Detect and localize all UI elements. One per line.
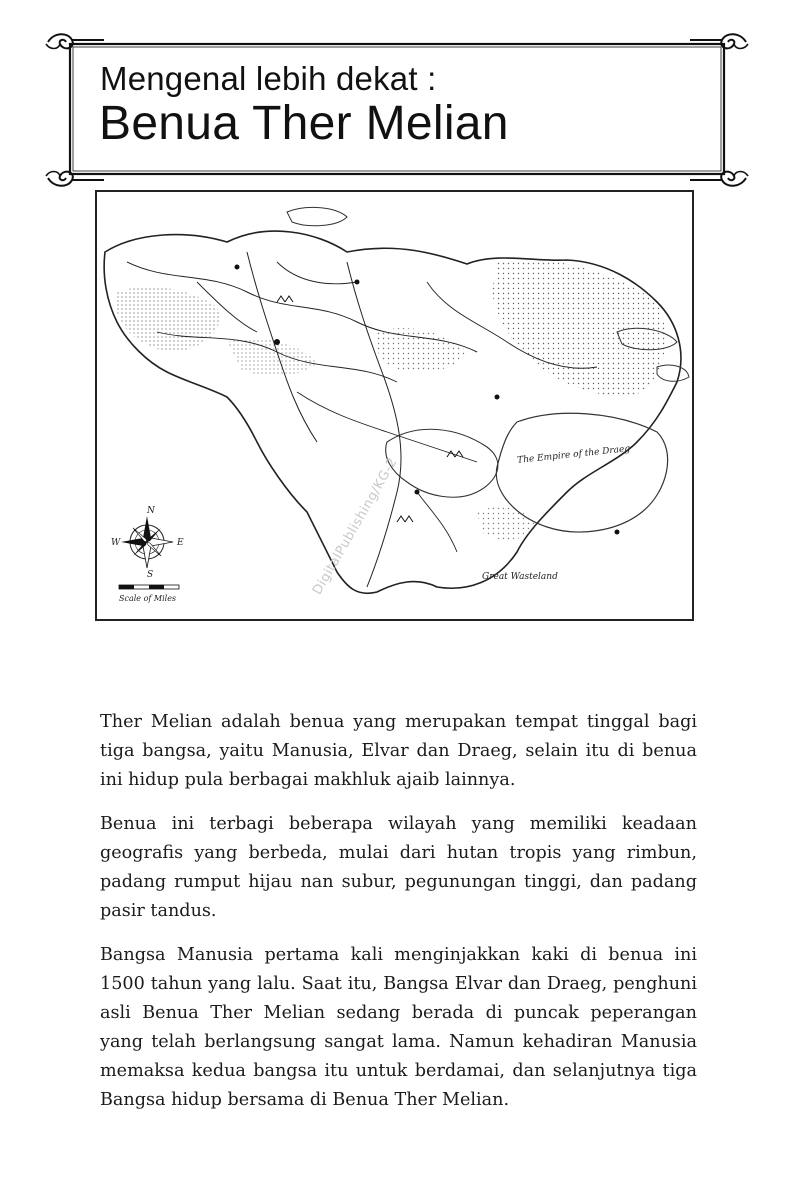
page-title: Benua Ther Melian bbox=[99, 97, 509, 150]
south-region-label: Great Wasteland bbox=[482, 572, 558, 582]
east-region-label: The Empire of the Draeg bbox=[516, 444, 631, 466]
paragraph: Benua ini terbagi beberapa wilayah yang memiliki keadaan geografis yang berbeda, mulai dari hutan tropis yang rimbun, padang rumput hijau nan subur, pegunungan tinggi, dan padang pasir tandus. bbox=[100, 814, 697, 921]
article-body bbox=[100, 708, 697, 1130]
paragraph: Bangsa Manusia pertama kali menginjakkan kaki di benua ini 1500 tahun yang lalu. Saat itu, Bangsa Elvar dan Draeg, penghuni asli Benua Ther Melian sedang berada di puncak peperangan yang telah berlangsung sangat lama. Namun kehadiran Manusia memaksa kedua bangsa itu untuk berdamai, dan selanjutnya tiga Bangsa hidup bersama di Benua Ther Melian. bbox=[100, 945, 697, 1110]
compass-east-label: E bbox=[177, 538, 184, 548]
compass-west-label: W bbox=[111, 538, 121, 548]
continent-map bbox=[95, 190, 694, 621]
watermark: DigitalPublishing/KG-2 bbox=[310, 455, 401, 598]
compass-south-label: S bbox=[147, 570, 154, 580]
compass-rose-icon bbox=[121, 516, 173, 568]
scale-bar-icon bbox=[119, 585, 179, 589]
scale-label: Scale of Miles bbox=[119, 594, 177, 603]
page-subtitle: Mengenal lebih dekat : bbox=[100, 60, 437, 97]
map-illustration bbox=[97, 192, 694, 621]
paragraph: Ther Melian adalah benua yang merupakan tempat tinggal bagi tiga bangsa, yaitu Manusia, Elvar dan Draeg, selain itu di benua ini hidup pula berbagai makhluk ajaib lainnya. bbox=[100, 712, 697, 790]
compass-north-label: N bbox=[147, 506, 155, 516]
